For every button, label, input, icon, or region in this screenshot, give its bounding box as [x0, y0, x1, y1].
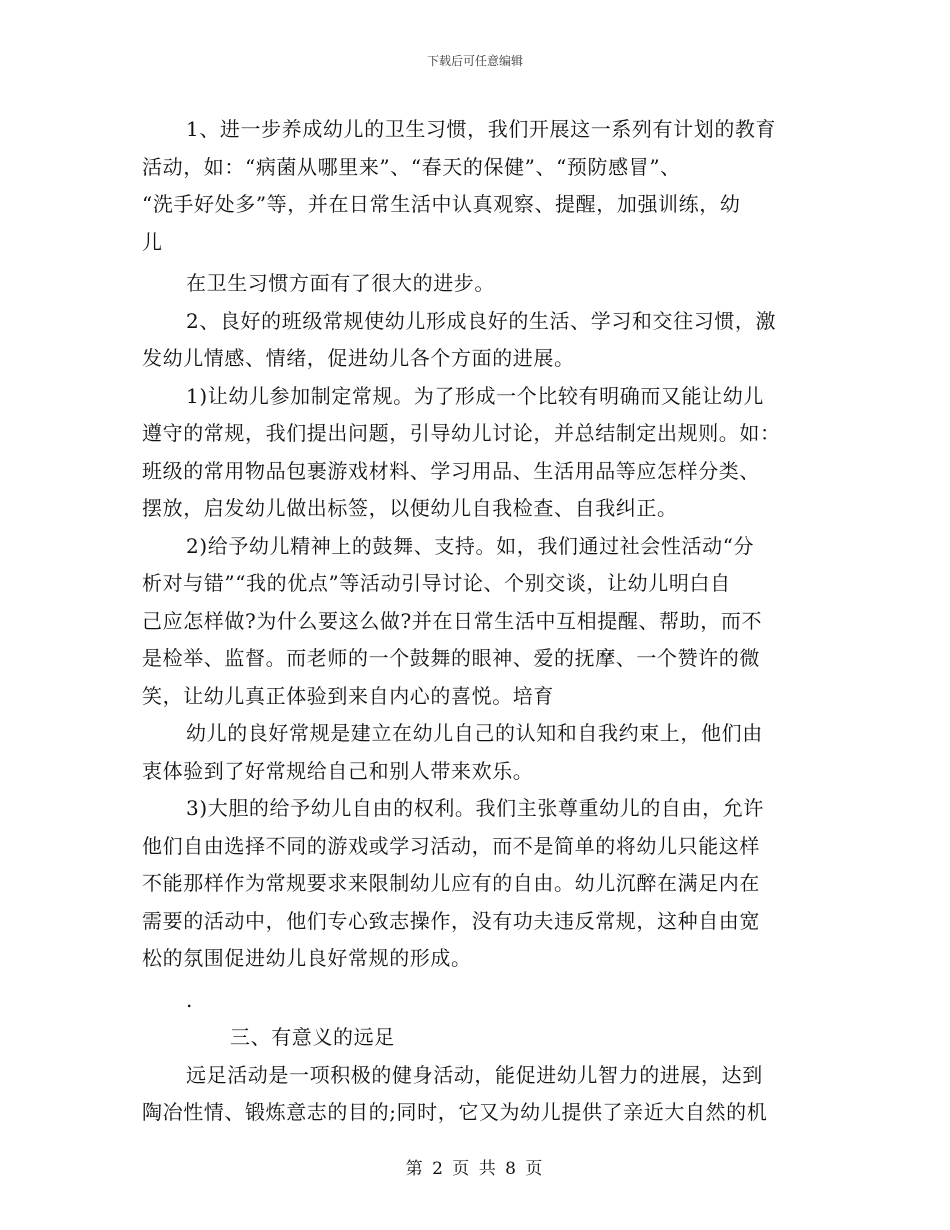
paragraph-line: 1、进一步养成幼儿的卫生习惯，我们开展这一系列有计划的教育 — [186, 117, 777, 141]
paragraph-line: 摆放，启发幼儿做出标签，以便幼儿自我检查、自我纠正。 — [142, 496, 678, 520]
paragraph-line: 陶冶性情、锻炼意志的目的;同时，它又为幼儿提供了亲近大自然的机 — [142, 1100, 768, 1124]
paragraph-line: 远足活动是一项积极的健身活动，能促进幼儿智力的进展，达到 — [186, 1062, 763, 1087]
paragraph-line: 儿 — [142, 229, 163, 254]
document-body — [142, 111, 810, 1132]
paragraph-line: 松的氛围促进幼儿良好常规的形成。 — [142, 946, 472, 970]
paragraph-line: 1)让幼儿参加制定常规。为了形成一个比较有明确而又能让幼儿 — [186, 383, 764, 408]
paragraph-line: 是检举、监督。而老师的一个鼓舞的眼神、爱的抚摩、一个赞许的微 — [142, 646, 760, 670]
page-header: 下载后可任意编辑 — [426, 54, 523, 68]
paragraph-line: 析对与错”“我的优点”等活动引导讨论、个别交谈，让幼儿明白自 — [142, 571, 731, 595]
paragraph-line: 发幼儿情感、情绪，促进幼儿各个方面的进展。 — [142, 346, 575, 370]
paragraph-line: “洗手好处多”等，并在日常生活中认真观察、提醒，加强训练，幼 — [142, 192, 741, 216]
paragraph-line: . — [186, 987, 193, 1012]
paragraph-line: 幼儿的良好常规是建立在幼儿自己的认知和自我约束上，他们由 — [186, 721, 763, 745]
paragraph-line: 笑，让幼儿真正体验到来自内心的喜悦。培育 — [142, 683, 554, 708]
paragraph-line: 在卫生习惯方面有了很大的进步。 — [186, 271, 495, 295]
paragraph-line: 不能那样作为常规要求来限制幼儿应有的自由。幼儿沉醉在满足内在 — [142, 871, 760, 895]
paragraph-line: 2、良好的班级常规使幼儿形成良好的生活、学习和交往习惯，激 — [186, 308, 777, 333]
paragraph-line: 己应怎样做?为什么要这么做?并在日常生活中互相提醒、帮助，而不 — [142, 608, 763, 633]
paragraph-line: 活动，如：“病菌从哪里来”、“春天的保健”、“预防感冒”、 — [142, 154, 681, 179]
paragraph-line: 遵守的常规，我们提出问题，引导幼儿讨论，并总结制定出规则。如： — [142, 421, 781, 445]
paragraph-line: 衷体验到了好常规给自己和别人带来欢乐。 — [142, 758, 534, 783]
section-heading: 三、有意义的远足 — [230, 1025, 395, 1049]
paragraph-line: 他们自由选择不同的游戏或学习活动，而不是简单的将幼儿只能这样 — [142, 833, 760, 858]
paragraph-line: 3)大胆的给予幼儿自由的权利。我们主张尊重幼儿的自由，允许 — [186, 796, 764, 820]
paragraph-line: 需要的活动中，他们专心致志操作，没有功夫违反常规，这种自由宽 — [142, 908, 760, 933]
paragraph-line: 班级的常用物品包裹游戏材料、学习用品、生活用品等应怎样分类、 — [142, 458, 760, 483]
page-number-footer: 第 2 页 共 8 页 — [405, 1159, 545, 1179]
paragraph-line: 2)给予幼儿精神上的鼓舞、支持。如，我们通过社会性活动“分 — [186, 533, 755, 558]
